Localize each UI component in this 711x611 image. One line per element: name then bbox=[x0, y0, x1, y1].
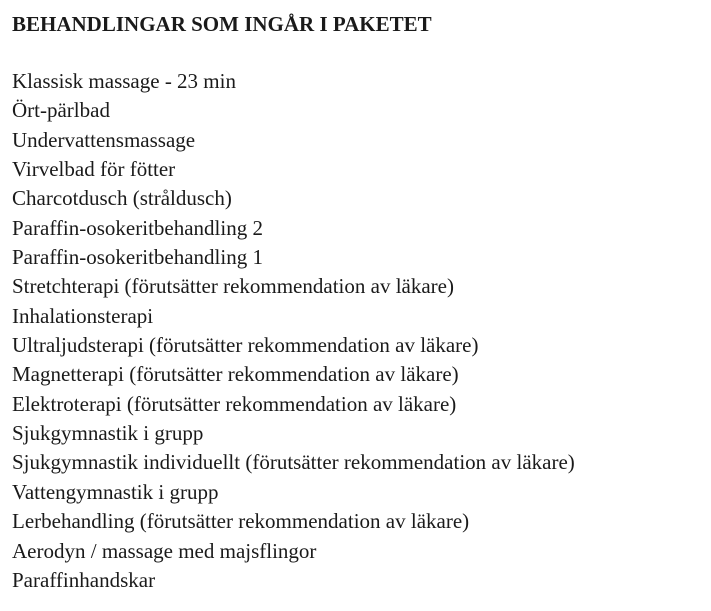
treatment-item: Ört-pärlbad bbox=[12, 98, 110, 123]
treatment-item: Paraffin-osokeritbehandling 1 bbox=[12, 245, 263, 270]
treatment-list bbox=[12, 67, 702, 595]
treatment-item: Paraffinhandskar bbox=[12, 567, 156, 592]
section-heading: BEHANDLINGAR SOM INGÅR I PAKETET bbox=[12, 12, 432, 36]
treatment-item: Vattengymnastik i grupp bbox=[12, 479, 219, 504]
treatment-item: Undervattensmassage bbox=[12, 127, 196, 152]
treatment-item: Virvelbad för fötter bbox=[12, 157, 176, 182]
treatment-item: Stretchterapi (förutsätter rekommendation av läkare) bbox=[12, 274, 454, 299]
treatment-item: Sjukgymnastik i grupp bbox=[12, 421, 204, 446]
treatment-item: Charcotdusch (stråldusch) bbox=[12, 186, 232, 211]
treatment-package-section bbox=[12, 8, 702, 595]
treatment-item: Aerodyn / massage med majsflingor bbox=[12, 538, 317, 563]
treatment-item: Magnetterapi (förutsätter rekommendation av läkare) bbox=[12, 362, 459, 387]
treatment-item: Elektroterapi (förutsätter rekommendation av läkare) bbox=[12, 391, 457, 416]
treatment-item: Inhalationsterapi bbox=[12, 303, 154, 328]
treatment-item: Paraffin-osokeritbehandling 2 bbox=[12, 215, 263, 240]
treatment-item: Sjukgymnastik individuellt (förutsätter rekommendation av läkare) bbox=[12, 450, 575, 475]
treatment-item: Klassisk massage - 23 min bbox=[12, 69, 236, 93]
treatment-item: Ultraljudsterapi (förutsätter rekommendation av läkare) bbox=[12, 333, 479, 358]
treatment-item: Lerbehandling (förutsätter rekommendation av läkare) bbox=[12, 509, 470, 534]
